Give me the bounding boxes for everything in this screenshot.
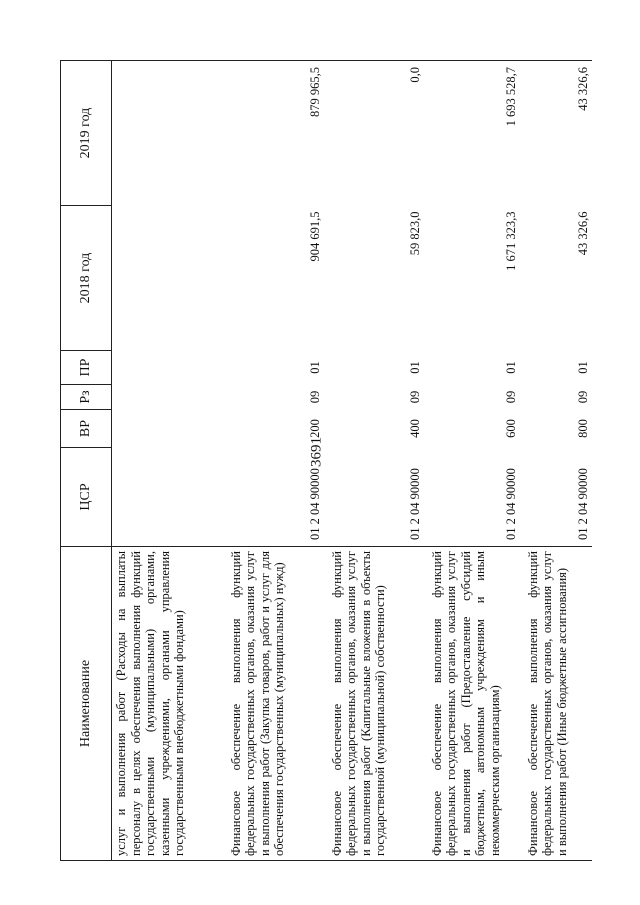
row-vr: 600 <box>503 419 518 438</box>
row-2019: 879 965,5 <box>223 61 324 206</box>
row-rz: 09 <box>503 390 518 404</box>
row-rz: 09 <box>575 390 590 404</box>
table-row <box>223 61 324 861</box>
table-header-row <box>61 61 112 861</box>
header-vr: ВР <box>61 410 112 448</box>
row-rz: 09 <box>407 390 422 404</box>
row-csr <box>112 448 223 547</box>
table-row <box>112 61 223 861</box>
row-vr <box>112 410 223 448</box>
row-vr: 800 <box>575 419 590 438</box>
row-rz: 09 <box>307 390 322 404</box>
row-pr: 01 <box>575 361 590 374</box>
header-pr: ПР <box>61 351 112 385</box>
row-vr: 400 <box>407 419 422 438</box>
page-number: 3691 <box>308 437 325 467</box>
table-row <box>424 61 520 861</box>
row-name: Финансовое обеспечение выполнения функций федеральных государственных органов, оказания услуг и выполнения работ (Предоставление субсидий бюджетным, автономным учреждениям и иным некоммерческим организациям) <box>424 547 520 861</box>
row-rz <box>112 385 223 410</box>
row-2018 <box>112 206 223 351</box>
header-csr: ЦСР <box>61 448 112 547</box>
row-vr: 200 <box>307 419 322 438</box>
table-row <box>324 61 424 861</box>
row-csr: 01 2 04 90000 <box>407 468 422 540</box>
row-csr: 01 2 04 90000 <box>503 468 518 540</box>
row-pr: 01 <box>503 361 518 374</box>
header-2019: 2019 год <box>61 61 112 206</box>
row-2018: 904 691,5 <box>307 211 322 262</box>
budget-table <box>60 61 590 861</box>
table <box>60 60 592 861</box>
table-row <box>520 61 592 861</box>
row-name: услуг и выполнения работ (Расходы на выплаты персоналу в целях обеспечения выполнения функций государственными (муниципальными) органами, казенными учреждениями, органами управления государственными внебюджетными фондами) <box>112 547 223 861</box>
header-name: Наименование <box>61 547 112 861</box>
row-2019: 1 693 528,7 <box>424 61 520 206</box>
row-2018: 59 823,0 <box>407 211 422 256</box>
row-pr <box>112 351 223 385</box>
row-2019 <box>112 61 223 206</box>
header-rz: Рз <box>61 385 112 410</box>
row-2019: 0,0 <box>324 61 424 206</box>
row-csr: 01 2 04 90000 <box>307 468 322 540</box>
row-pr: 01 <box>307 361 322 374</box>
row-pr: 01 <box>407 361 422 374</box>
row-name: Финансовое обеспечение выполнения функций федеральных государственных органов, оказания услуг и выполнения работ (Капитальные вложения в объекты государственной (муниципальной) собственности) <box>324 547 424 861</box>
row-2018: 1 671 323,3 <box>503 211 518 271</box>
row-name: Финансовое обеспечение выполнения функций федеральных государственных органов, оказания услуг и выполнения работ (Закупка товаров, работ и услуг для обеспечения государственных (муниципальных) нужд) <box>223 547 324 861</box>
header-2018: 2018 год <box>61 206 112 351</box>
row-csr: 01 2 04 90000 <box>575 468 590 540</box>
table-wrapper <box>60 61 590 861</box>
row-2019: 43 326,6 <box>520 61 592 206</box>
row-name: Финансовое обеспечение выполнения функций федеральных государственных органов, оказания услуг и выполнения работ (Иные бюджетные ассигнования) <box>520 547 592 861</box>
row-2018: 43 326,6 <box>575 211 590 256</box>
